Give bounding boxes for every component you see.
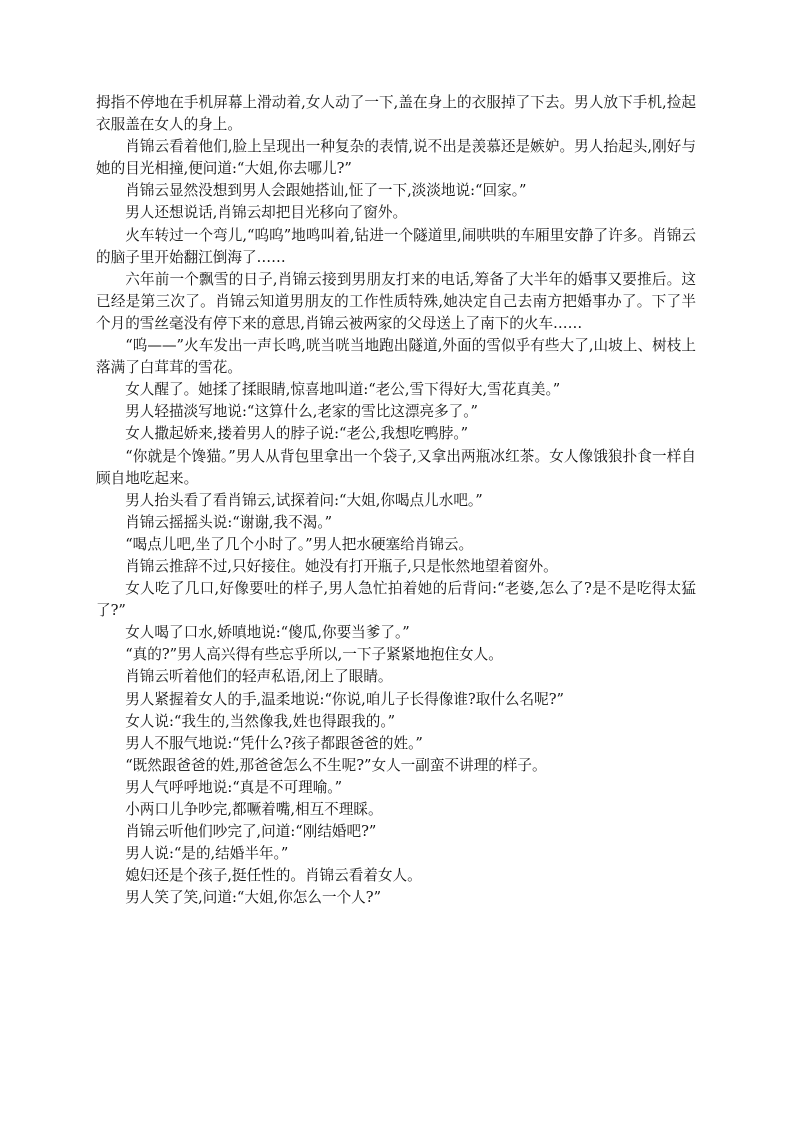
paragraph: 肖锦云推辞不过,只好接住。她没有打开瓶子,只是怅然地望着窗外。 — [125, 557, 558, 575]
paragraph: 肖锦云听着他们的轻声私语,闭上了眼睛。 — [125, 668, 393, 686]
paragraph: 男人说:“是的,结婚半年。” — [125, 845, 289, 863]
paragraph: 男人笑了笑,问道:“大姐,你怎么一个人?” — [125, 889, 382, 907]
paragraph: 男人紧握着女人的手,温柔地说:“你说,咱儿子长得像谁?取什么名呢?” — [125, 690, 564, 708]
paragraph: 男人气呼呼地说:“真是不可理喻。” — [125, 778, 343, 796]
paragraph: 男人轻描淡写地说:“这算什么,老家的雪比这漂亮多了。” — [125, 403, 479, 421]
paragraph: 肖锦云听他们吵完了,问道:“刚结婚吧?” — [125, 823, 377, 841]
paragraph: “呜——”火车发出一声长鸣,咣当咣当地跑出隧道,外面的雪似乎有些大了,山坡上、树枝上落满了白茸茸的雪花。 — [96, 337, 696, 377]
paragraph: 女人喝了口水,娇嗔地说:“傻瓜,你要当爹了。” — [125, 624, 410, 642]
paragraph: 女人吃了几口,好像要吐的样子,男人急忙拍着她的后背问:“老婆,怎么了?是不是吃得太猛了?” — [96, 580, 696, 620]
paragraph: 女人撒起娇来,搂着男人的脖子说:“老公,我想吃鸭脖。” — [125, 425, 469, 443]
paragraph: 女人醒了。她揉了揉眼睛,惊喜地叫道:“老公,雪下得好大,雪花真美。” — [125, 381, 561, 399]
paragraph: 拇指不停地在手机屏幕上滑动着,女人动了一下,盖在身上的衣服掉了下去。男人放下手机,捡起衣服盖在女人的身上。 — [96, 94, 696, 134]
paragraph: 火车转过一个弯儿,“呜呜”地鸣叫着,钻进一个隧道里,闹哄哄的车厢里安静了许多。肖锦云的脑子里开始翻江倒海了…… — [96, 226, 696, 266]
paragraph: “真的?”男人高兴得有些忘乎所以,一下子紧紧地抱住女人。 — [125, 646, 503, 664]
paragraph: 媳妇还是个孩子,挺任性的。肖锦云看着女人。 — [125, 867, 422, 885]
paragraph: 肖锦云摇摇头说:“谢谢,我不渴。” — [125, 513, 333, 531]
paragraph: 女人说:“我生的,当然像我,姓也得跟我的。” — [125, 712, 396, 730]
paragraph: 肖锦云看着他们,脸上呈现出一种复杂的表情,说不出是羡慕还是嫉妒。男人抬起头,刚好与她的目光相撞,便问道:“大姐,你去哪儿?” — [96, 138, 696, 178]
paragraph: 男人不服气地说:“凭什么?孩子都跟爸爸的姓。” — [125, 734, 423, 752]
paragraph: “你就是个馋猫。”男人从背包里拿出一个袋子,又拿出两瓶冰红茶。女人像饿狼扑食一样自顾自地吃起来。 — [96, 447, 696, 487]
paragraph: 六年前一个飘雪的日子,肖锦云接到男朋友打来的电话,筹备了大半年的婚事又要推后。这已经是第三次了。肖锦云知道男朋友的工作性质特殊,她决定自己去南方把婚事办了。下了半个月的雪丝毫没有停下来的意思,肖锦云被两家的父母送上了南下的火车…… — [96, 270, 696, 332]
paragraph: “喝点儿吧,坐了几个小时了。”男人把水硬塞给肖锦云。 — [125, 535, 474, 553]
paragraph: “既然跟爸爸的姓,那爸爸怎么不生呢?”女人一副蛮不讲理的样子。 — [125, 756, 547, 774]
paragraph: 男人抬头看了看肖锦云,试探着问:“大姐,你喝点儿水吧。” — [125, 491, 483, 509]
paragraph: 小两口儿争吵完,都噘着嘴,相互不理睬。 — [125, 801, 383, 818]
paragraph: 肖锦云显然没想到男人会跟她搭讪,怔了一下,淡淡地说:“回家。” — [125, 182, 527, 200]
paragraph: 男人还想说话,肖锦云却把目光移向了窗外。 — [125, 204, 408, 222]
document-body — [96, 92, 696, 909]
